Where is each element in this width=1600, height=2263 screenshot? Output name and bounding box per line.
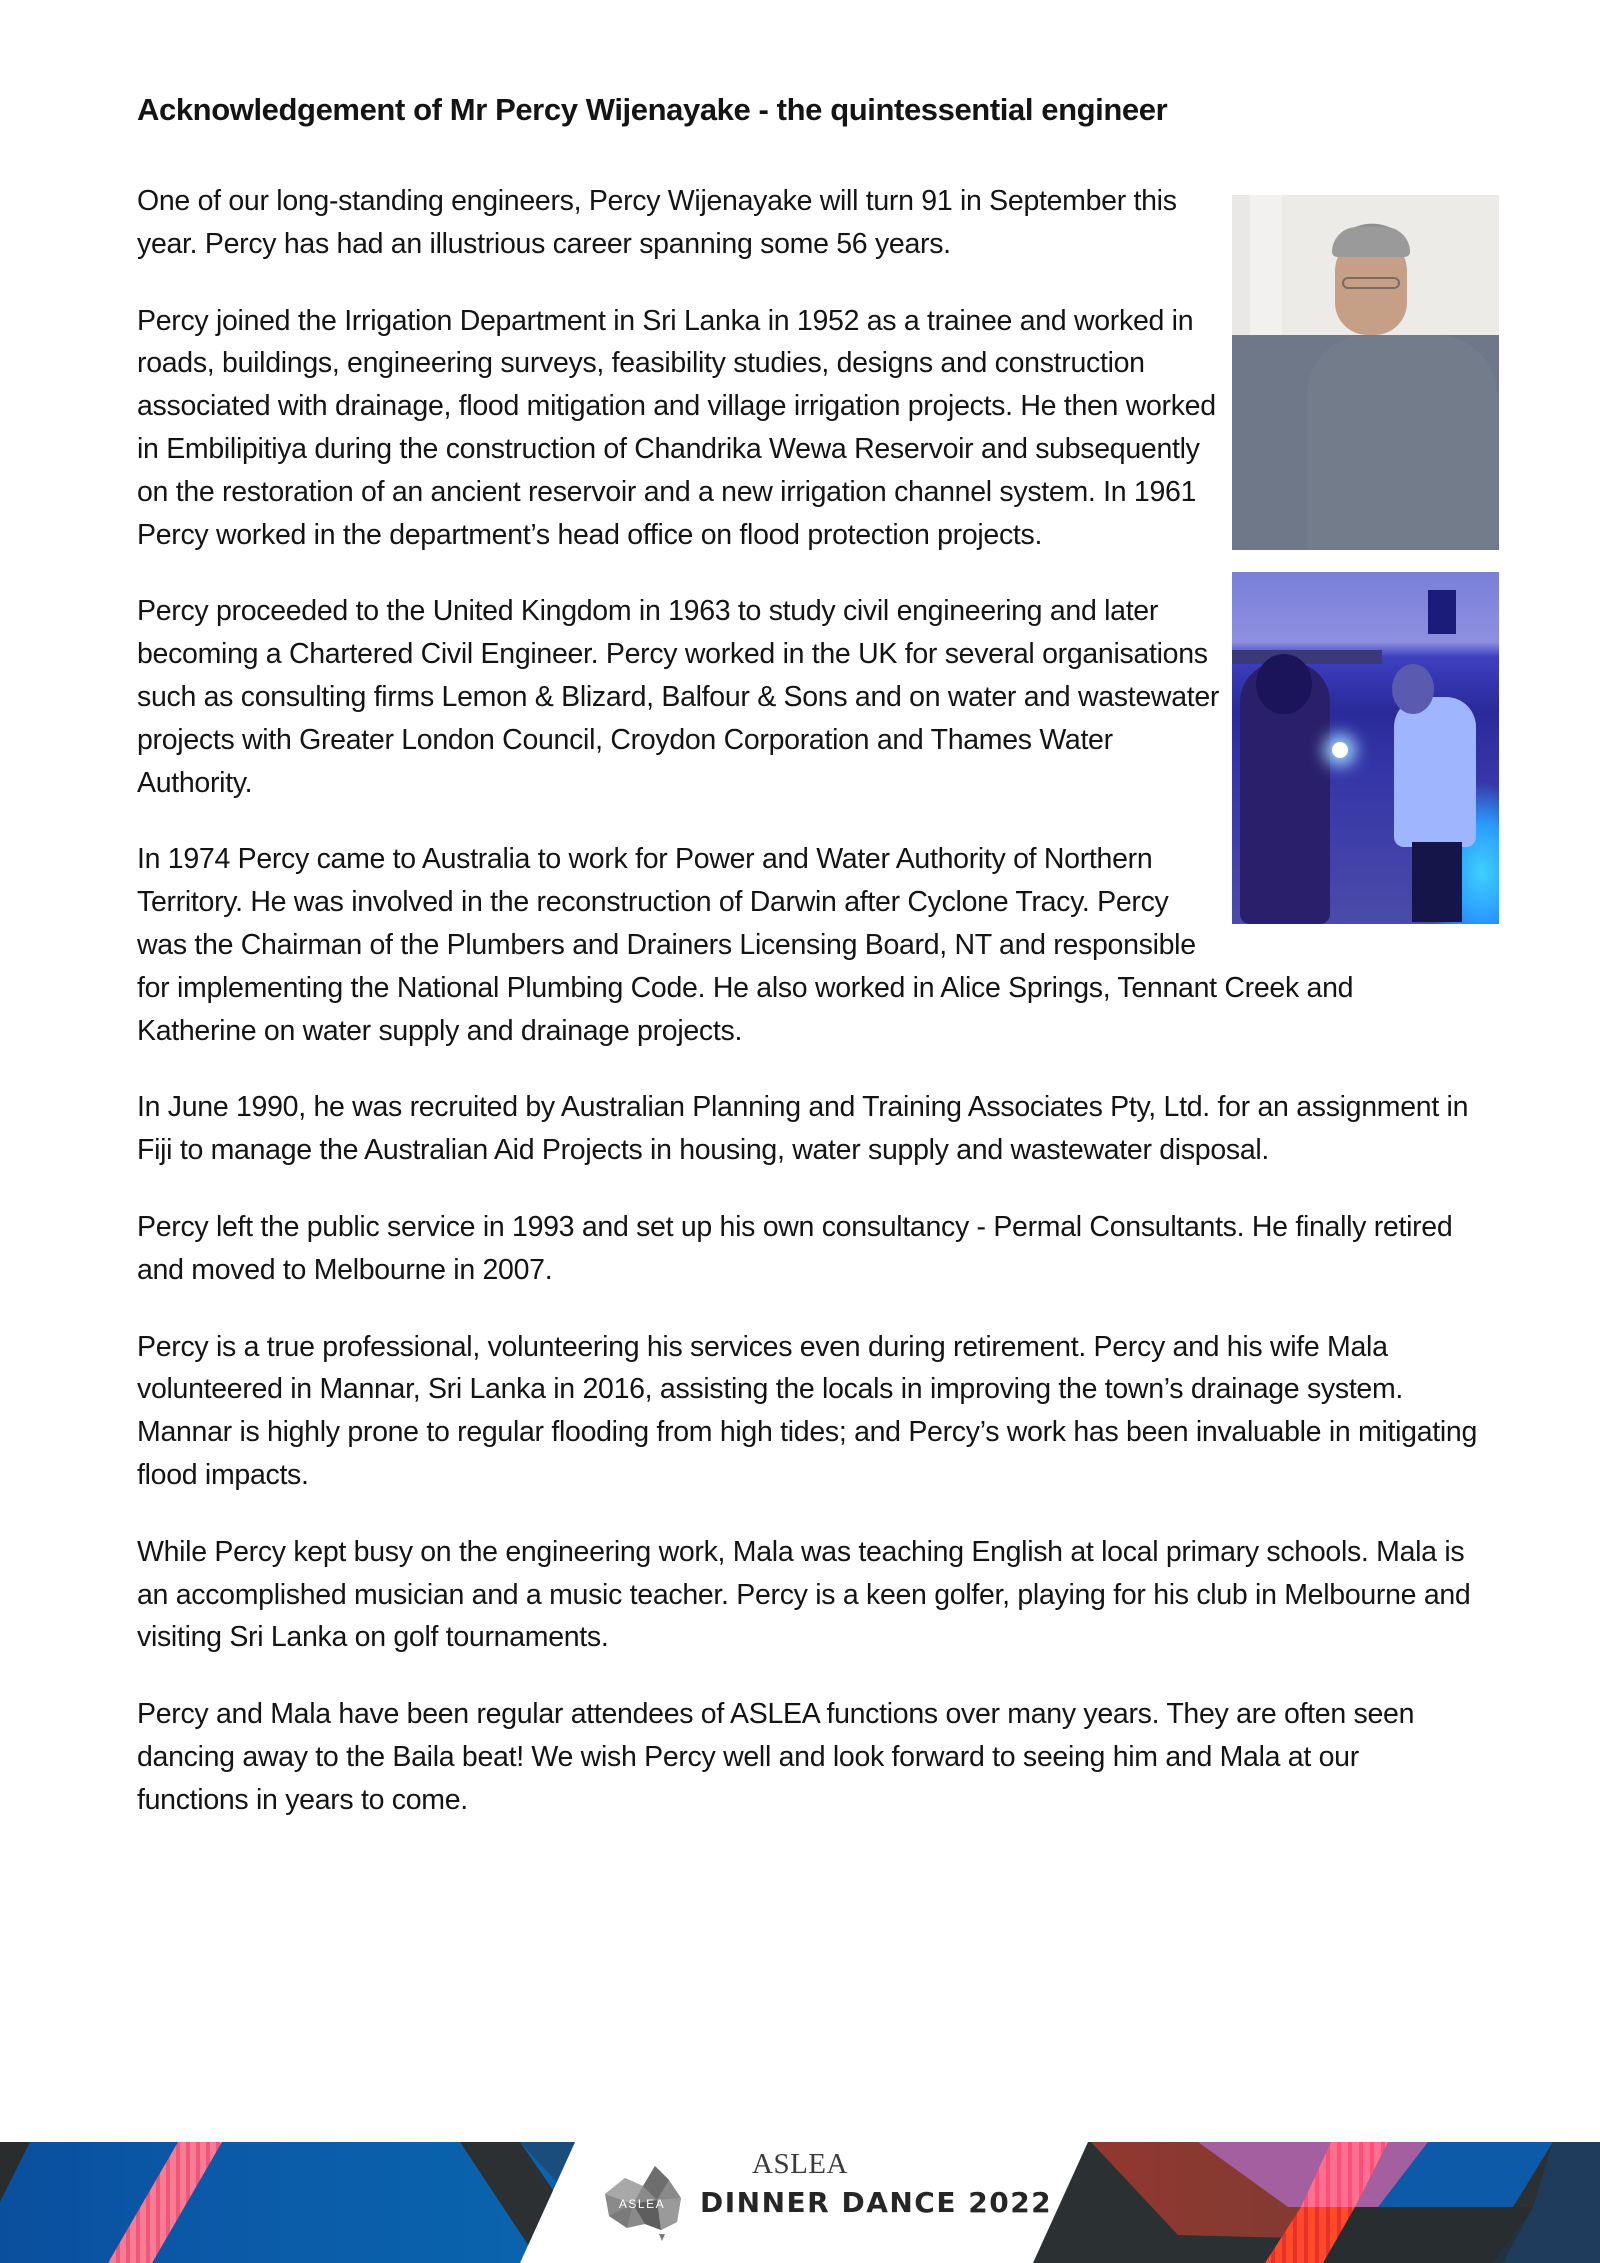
dancing-photo	[1232, 572, 1499, 924]
photo-woman-head	[1256, 654, 1312, 714]
photo-column	[1232, 180, 1499, 934]
org-name-wordmark: ASLEA	[752, 2148, 848, 2180]
paragraph-australia: In 1974 Percy came to Australia to work for Power and Water Authority of Northern Territory. He was involved in the reconstruction of Darwin after Cyclone Tracy. Percy was the Chairman of the Plumbers and Drainers Licensing Board, NT and responsible for implementing the National Plumbing Code. He also worked in Alice Springs, Tennant Creek and Katherine on water supply and drainage projects.	[137, 843, 1354, 1047]
photo-man-shape	[1394, 697, 1476, 847]
photo-man-legs	[1412, 842, 1462, 922]
paragraph-mala: While Percy kept busy on the engineering work, Mala was teaching English at local primary schools. Mala is an accomplished musician and a music teacher. Percy is a keen golfer, playing for his club in Melbourne and visiting Sri Lanka on golf tournaments.	[137, 1535, 1471, 1654]
paragraph-intro: One of our long-standing engineers, Percy Wijenayake will turn 91 in September this year. Percy has had an illustrious career spanning some 56 years.	[137, 185, 1177, 260]
banner-dark-band	[0, 2142, 575, 2263]
banner-dark-corner	[0, 2142, 30, 2202]
photo-glasses-shape	[1342, 277, 1400, 289]
photo-hair-shape	[1332, 227, 1410, 257]
photo-shirt-shape	[1307, 335, 1497, 550]
event-banner	[0, 2142, 1600, 2263]
paragraph-sri-lanka: Percy joined the Irrigation Department in Sri Lanka in 1952 as a trainee and worked in roads, buildings, engineering surveys, feasibility studies, designs and construction associated with drainage, flood mitigation and village irrigation projects. He then worked in Embilipitiya during the construction of Chandrika Wewa Reservoir and subsequently on the restoration of an ancient reservoir and a new irrigation channel system. In 1961 Percy worked in the department’s head office on flood protection projects.	[137, 304, 1216, 551]
photo-wall-band	[1232, 650, 1382, 664]
event-name: DINNER DANCE 2022	[700, 2186, 1053, 2219]
article-body	[137, 180, 1477, 1856]
photo-man-head	[1392, 664, 1434, 714]
banner-left-artwork	[0, 2142, 575, 2263]
paragraph-uk: Percy proceeded to the United Kingdom in 1963 to study civil engineering and later becoming a Chartered Civil Engineer. Percy worked in the UK for several organisations such as consulting firms Lemon & Blizard, Balfour & Sons and on water and wastewater projects with Greater London Council, Croydon Corporation and Thames Water Authority.	[137, 595, 1220, 799]
portrait-photo	[1232, 195, 1499, 550]
photo-speaker-shape	[1428, 590, 1456, 634]
page-title: Acknowledgement of Mr Percy Wijenayake - the quintessential engineer	[137, 92, 1168, 127]
photo-stage-light	[1332, 742, 1348, 758]
svg-text:ASLEA: ASLEA	[618, 2197, 666, 2211]
banner-right-artwork	[1033, 2142, 1600, 2263]
paragraph-closing: Percy and Mala have been regular attendees of ASLEA functions over many years. They are often seen dancing away to the Baila beat! We wish Percy well and look forward to seeing him and Mala at our functions in years to come.	[137, 1698, 1415, 1816]
paragraph-fiji: In June 1990, he was recruited by Australian Planning and Training Associates Pty, Ltd. for an assignment in Fiji to manage the Australian Aid Projects in housing, water supply and wastewater disposal.	[137, 1091, 1469, 1167]
paragraph-volunteering: Percy is a true professional, volunteering his services even during retirement. Percy and his wife Mala volunteered in Mannar, Sri Lanka in 2016, assisting the locals in improving the town’s drainage system. Mannar is highly prone to regular flooding from high tides; and Percy’s work has been invaluable in mitigating flood impacts.	[137, 1330, 1477, 1491]
paragraph-consultancy: Percy left the public service in 1993 and set up his own consultancy - Permal Consultants. He finally retired and moved to Melbourne in 2007.	[137, 1210, 1453, 1286]
aslea-australia-logo-icon	[603, 2164, 681, 2246]
